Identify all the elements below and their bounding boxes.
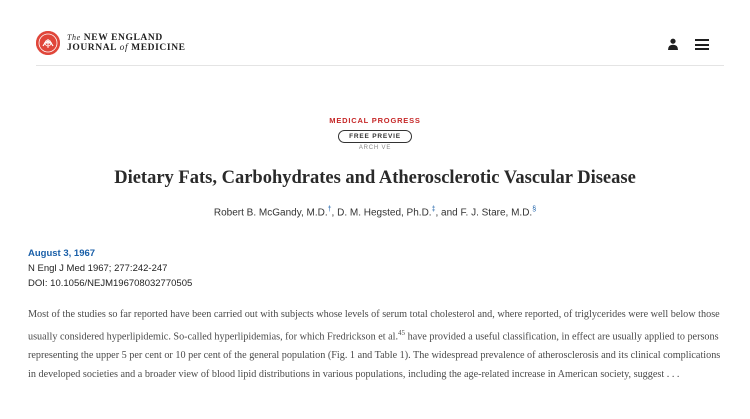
logo-the: The — [67, 32, 81, 42]
publication-date: August 3, 1967 — [28, 248, 96, 259]
citation: N Engl J Med 1967; 277:242-247 — [28, 263, 168, 274]
author-name[interactable]: F. J. Stare, M.D. — [460, 207, 533, 219]
section-label[interactable]: MEDICAL PROGRESS — [329, 116, 421, 125]
archive-label: ARCH VE — [358, 145, 392, 151]
author-footnote-mark[interactable]: † — [327, 206, 332, 213]
hamburger-menu-icon[interactable] — [695, 39, 709, 50]
author-list — [0, 206, 750, 218]
logo-journal: JOURNAL — [67, 42, 117, 53]
site-header — [0, 0, 750, 66]
free-preview-badge: FREE PREVIE — [338, 130, 412, 143]
doi[interactable]: DOI: 10.1056/NEJM196708032770505 — [28, 278, 193, 289]
article-title: Dietary Fats, Carbohydrates and Atherosclerotic Vascular Disease — [114, 168, 636, 188]
abstract-part: Most of the studies so far reported have been carried out with subjects whose levels of serum total cholesterol and, where reported, of triglycerides were well below those usually considered hyperlipidemic. So-called hyperlipidemias, for which Fredrickson et al. — [28, 309, 720, 343]
nejm-logo[interactable] — [36, 31, 186, 55]
logo-wordmark — [67, 33, 186, 54]
author-name[interactable]: Robert B. McGandy, M.D. — [213, 207, 328, 219]
user-icon[interactable] — [667, 37, 679, 49]
author-separator: , — [331, 207, 338, 219]
author-footnote-mark[interactable]: § — [532, 206, 537, 213]
logo-new-england: NEW ENGLAND — [83, 32, 163, 43]
logo-of: of — [119, 42, 129, 53]
author-name[interactable]: D. M. Hegsted, Ph.D. — [337, 207, 432, 219]
abstract-part: have provided a useful classification, in effect are usually applied to persons representing the upper 5 per cent or 10 per cent of the general population (Fig. 1 and Table 1). The widespread prevalence of atherosclerosis and its clinical complications in developed societies and a broader view of blood lipid distributions in various populations, including the age-related increase in American society, suggest . . . — [28, 331, 721, 381]
article-section-header — [0, 116, 750, 151]
nejm-seal-icon — [36, 31, 60, 55]
header-divider — [36, 65, 724, 66]
author-separator: , and — [435, 207, 461, 219]
article-metadata — [28, 246, 192, 291]
abstract-text — [28, 305, 728, 384]
author-footnote-mark[interactable]: ‡ — [431, 206, 436, 213]
logo-medicine: MEDICINE — [131, 42, 186, 53]
reference-link[interactable]: 45 — [398, 329, 406, 337]
